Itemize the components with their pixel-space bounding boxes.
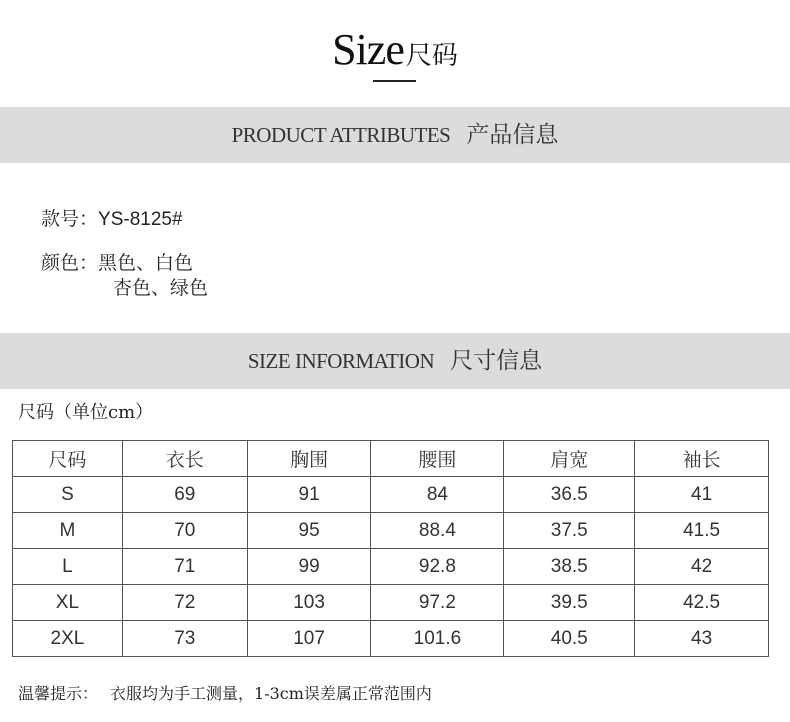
color-values-line2: 杏色、绿色 (113, 277, 209, 299)
table-cell: 97.2 (371, 585, 504, 621)
tip-label: 温馨提示： (18, 684, 99, 703)
model-label: 款号： (41, 208, 99, 230)
table-cell: M (13, 513, 123, 549)
product-attributes-band (0, 107, 790, 163)
header-sleeve: 袖长 (635, 441, 769, 477)
table-cell: 40.5 (504, 621, 635, 657)
table-header-row (13, 441, 769, 477)
table-cell: 103 (247, 585, 371, 621)
table-cell: 73 (122, 621, 247, 657)
band-title-en: PRODUCT ATTRIBUTES (231, 123, 451, 147)
size-information-band (0, 333, 790, 389)
table-cell: 101.6 (371, 621, 504, 657)
table-cell: 84 (371, 477, 504, 513)
table-cell: 2XL (13, 621, 123, 657)
table-cell: 41.5 (635, 513, 769, 549)
model-value: YS-8125# (98, 209, 183, 230)
header-bust: 胸围 (247, 441, 371, 477)
measurement-tip (18, 681, 432, 704)
table-row (13, 477, 769, 513)
table-cell: 71 (122, 549, 247, 585)
table-cell: XL (13, 585, 123, 621)
table-row (13, 585, 769, 621)
table-cell: 42.5 (635, 585, 769, 621)
size-table (12, 440, 769, 657)
table-cell: 41 (635, 477, 769, 513)
table-cell: 72 (122, 585, 247, 621)
band-title-cn: 产品信息 (466, 122, 559, 148)
table-row (13, 621, 769, 657)
table-cell: 36.5 (504, 477, 635, 513)
header-shoulder: 肩宽 (504, 441, 635, 477)
header-length: 衣长 (122, 441, 247, 477)
table-cell: 95 (247, 513, 371, 549)
unit-label: 尺码（单位cm） (18, 402, 154, 423)
band-title-en: SIZE INFORMATION (247, 349, 435, 373)
title-en: Size (332, 25, 404, 74)
table-cell: 92.8 (371, 549, 504, 585)
band-title-cn: 尺寸信息 (450, 348, 543, 374)
color-label: 颜色： (41, 252, 99, 274)
table-row (13, 549, 769, 585)
color-row (41, 251, 208, 301)
table-cell: 38.5 (504, 549, 635, 585)
table-cell: 43 (635, 621, 769, 657)
model-number-row (41, 204, 183, 231)
table-cell: 39.5 (504, 585, 635, 621)
table-cell: 70 (122, 513, 247, 549)
table-cell: 91 (247, 477, 371, 513)
table-cell: S (13, 477, 123, 513)
header-waist: 腰围 (371, 441, 504, 477)
table-cell: 99 (247, 549, 371, 585)
table-cell: 37.5 (504, 513, 635, 549)
header-size: 尺码 (13, 441, 123, 477)
title-underline (373, 80, 416, 82)
table-cell: 69 (122, 477, 247, 513)
table-cell: 107 (247, 621, 371, 657)
table-cell: 88.4 (371, 513, 504, 549)
page-title (0, 24, 790, 76)
tip-text: 衣服均为手工测量，1-3cm误差属正常范围内 (110, 684, 432, 703)
table-row (13, 513, 769, 549)
title-cn: 尺码 (405, 41, 458, 71)
color-values-line1: 黑色、白色 (98, 252, 194, 274)
table-cell: 42 (635, 549, 769, 585)
table-cell: L (13, 549, 123, 585)
